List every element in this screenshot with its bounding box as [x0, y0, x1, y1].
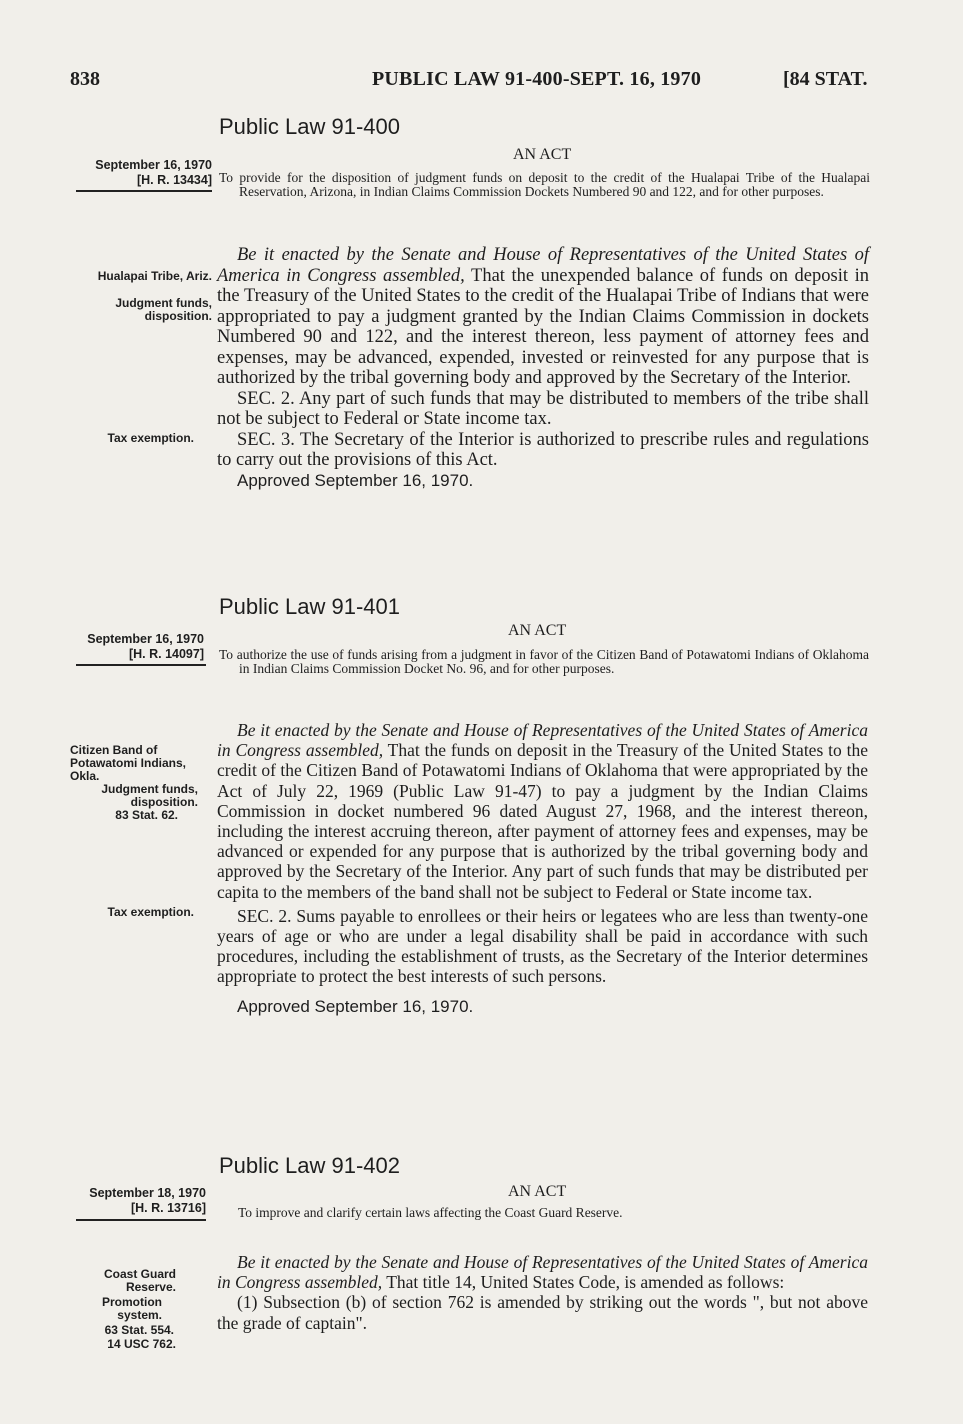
law-title-91-402: Public Law 91-402 [219, 1153, 401, 1178]
bill-number: [H. R. 13434] [136, 173, 212, 187]
act-body-91-402 [217, 1252, 868, 1333]
law-title-91-401: Public Law 91-401 [219, 594, 401, 619]
margin-note-stat-reference: 63 Stat. 554. [104, 1323, 174, 1337]
margin-note-usc-reference: 14 USC 762. [107, 1337, 176, 1351]
act-body-91-400 [217, 245, 869, 491]
enacting-clause: Be it enacted by the Senate and House of Representatives of the United States of America in Congress assembled, [217, 720, 868, 761]
divider-rule [76, 190, 212, 192]
act-label-91-402: AN ACT [508, 1183, 567, 1200]
approval-line: Approved September 16, 1970. [237, 470, 474, 490]
margin-note-tax-exemption: Tax exemption. [107, 431, 194, 445]
section-text: That the unexpended balance of funds on deposit in the Treasury of the United States to the credit of the Hualapai Tribe of Indians that were appropriated to pay a judgment granted by the Indian Claims Commission in dockets Numbered 90 and 122, and the interest thereon, less payment of attorney fees and expenses, may be advanced, expended, invested or reinvested for any purpose that is authorized by the tribal governing body and approved by the Secretary of the Interior. [217, 265, 869, 388]
margin-note-coast-guard: Coast Guard Reserve. [103, 1267, 176, 1294]
section-3: SEC. 3. The Secretary of the Interior is authorized to prescribe rules and regulations to carry out the provisions of this Act. [217, 429, 869, 470]
page-number: 838 [70, 68, 100, 90]
purpose-text: To provide for the disposition of judgment funds on deposit to the credit of the Hualapai Tribe of the Hualapai Reservation, Arizona, in Indian Claims Commission Dockets Numbered 90 and 122, and for other purposes. [219, 170, 870, 199]
section-2: SEC. 2. Sums payable to enrollees or their heirs or legatees who are less than twenty-one years of age or who are under a legal disability shall be paid in accordance with such procedures, including the establishment of trusts, as the Secretary of the Interior determines appropriate to protect the best interests of such persons. [217, 905, 868, 987]
margin-note-judgment-funds: Judgment funds, disposition. [115, 296, 212, 323]
divider-rule [76, 664, 206, 666]
act-purpose-91-400 [219, 171, 870, 199]
margin-note-hualapai: Hualapai Tribe, Ariz. [97, 269, 212, 283]
section-1 [217, 1252, 868, 1292]
section-1 [217, 245, 869, 389]
purpose-text: To authorize the use of funds arising from a judgment in favor of the Citizen Band of Potawatomi Indians of Oklahoma in Indian Claims Commission Docket No. 96, and for other purposes. [219, 647, 869, 676]
section-1 [217, 720, 868, 902]
volume-reference: [84 STAT. [783, 68, 868, 90]
section-2: SEC. 2. Any part of such funds that may be distributed to members of the tribe shall not be subject to Federal or State income tax. [217, 388, 869, 429]
approval-date: September 16, 1970 [87, 632, 204, 646]
running-title: PUBLIC LAW 91-400-SEPT. 16, 1970 [372, 68, 702, 90]
act-purpose-91-402: To improve and clarify certain laws affecting the Coast Guard Reserve. [238, 1205, 623, 1220]
margin-note-tax-exemption: Tax exemption. [107, 905, 194, 919]
law-title-91-400: Public Law 91-400 [219, 114, 401, 139]
date-note-91-401 [64, 632, 204, 662]
margin-note-promotion-system: Promotion system. [102, 1295, 162, 1322]
bill-number: [H. R. 13716] [130, 1201, 206, 1215]
approval-line: Approved September 16, 1970. [237, 996, 474, 1016]
act-purpose-91-401 [219, 648, 869, 676]
date-note-91-400 [72, 158, 212, 188]
section-2: (1) Subsection (b) of section 762 is amended by striking out the words ", but not above the grade of captain". [217, 1292, 868, 1333]
divider-rule [76, 1219, 206, 1221]
section-text: That the funds on deposit in the Treasury of the United States to the credit of the Citizen Band of Potawatomi Indians of Oklahoma that were appropriated by the Act of July 22, 1969 (Public Law 91-47) to pay a judgment by the Indian Claims Commission in docket numbered 96 dated August 27, 1968, and the interest thereon, including the interest accruing thereon, after payment of attorney fees and expenses, may be advanced or expended for any purpose that is authorized by the tribal governing body and approved by the Secretary of the Interior. Any part of such funds that may be distributed per capita to the members of the band shall not be subject to Federal or State income tax. [217, 740, 868, 902]
act-label-91-401: AN ACT [508, 622, 567, 639]
margin-note-citizen-band: Citizen Band of Potawatomi Indians, Okla. [70, 743, 187, 783]
act-body-91-401 [217, 720, 868, 1017]
act-label-91-400: AN ACT [513, 146, 572, 163]
date-note-91-402 [64, 1186, 206, 1216]
bill-number: [H. R. 14097] [128, 647, 204, 661]
margin-note-judgment-funds: Judgment funds, disposition. [101, 782, 198, 809]
enacting-clause: Be it enacted by the Senate and House of Representatives of the United States of America in Congress assembled, [217, 1252, 868, 1293]
section-text: That title 14, United States Code, is amended as follows: [386, 1272, 785, 1293]
margin-note-stat-reference: 83 Stat. 62. [115, 808, 178, 822]
approval-date: September 18, 1970 [89, 1186, 206, 1200]
approval-date: September 16, 1970 [95, 158, 212, 172]
enacting-clause: Be it enacted by the Senate and House of Representatives of the United States of America in Congress assembled, [217, 245, 869, 286]
